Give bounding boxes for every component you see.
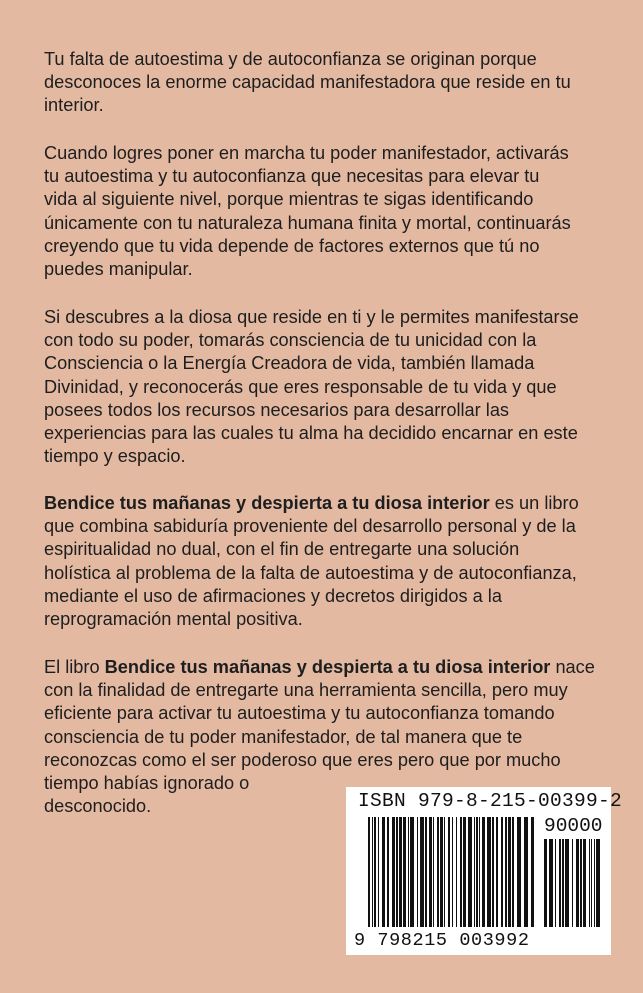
barcode-bar bbox=[410, 817, 414, 927]
barcode-bar bbox=[572, 839, 573, 927]
paragraph-line: vida al siguiente nivel, porque mientras te sigas identificando bbox=[44, 189, 534, 210]
paragraph-line: tiempo y espacio. bbox=[44, 446, 186, 467]
barcode-bar bbox=[555, 839, 556, 927]
barcode-bar bbox=[372, 817, 373, 927]
barcode-bar bbox=[420, 817, 424, 927]
barcode-bar bbox=[591, 839, 592, 927]
paragraph-line: puedes manipular. bbox=[44, 259, 193, 280]
barcode-bar bbox=[580, 839, 582, 927]
paragraph-text: es un libro bbox=[489, 493, 579, 513]
paragraph-line: posees todos los recursos necesarios para desarrollar las bbox=[44, 399, 510, 420]
barcode-bar bbox=[565, 839, 569, 927]
barcode-bar bbox=[456, 817, 457, 927]
paragraph-line: con todo su poder, tomarás consciencia de tu unicidad con la bbox=[44, 330, 537, 351]
barcode-bar bbox=[463, 817, 466, 927]
barcode-bar bbox=[562, 839, 564, 927]
paragraph-line: con la finalidad de entregarte una herramienta sencilla, pero muy bbox=[44, 680, 568, 701]
barcode-bar bbox=[448, 817, 450, 927]
paragraph-line: Si descubres a la diosa que reside en ti y le permites manifestarse bbox=[44, 307, 579, 327]
paragraph-line bbox=[44, 656, 624, 679]
barcode-bar bbox=[476, 817, 478, 927]
barcode-bar bbox=[474, 817, 475, 927]
barcode-bar bbox=[524, 817, 528, 927]
paragraph-line: eficiente para activar tu autoestima y tu autoconfianza tomando bbox=[44, 703, 555, 724]
barcode-bar bbox=[460, 817, 462, 927]
paragraph-4 bbox=[44, 492, 624, 631]
barcode-bar bbox=[544, 839, 547, 927]
barcode-bar bbox=[433, 817, 434, 927]
paragraph-line: interior. bbox=[44, 95, 104, 116]
barcode-bar bbox=[403, 817, 406, 927]
barcode-bar bbox=[479, 817, 480, 927]
barcode-bar bbox=[487, 817, 491, 927]
barcode-bar bbox=[583, 839, 586, 927]
isbn-barcode bbox=[346, 787, 623, 955]
paragraph-line: únicamente con tu naturaleza humana finita y mortal, continuarás bbox=[44, 212, 571, 233]
paragraph-line: tu autoestima y tu autoconfianza que necesitas para elevar tu bbox=[44, 166, 540, 187]
barcode-bar bbox=[374, 817, 376, 927]
paragraph-line: desconoces la enorme capacidad manifestadora que reside en tu bbox=[44, 72, 571, 93]
barcode-bar bbox=[468, 817, 472, 927]
barcode-bar bbox=[408, 817, 409, 927]
barcode-bar bbox=[396, 817, 398, 927]
barcode-bar bbox=[501, 817, 503, 927]
paragraph-line: Consciencia o la Energía Creadora de vida, también llamada bbox=[44, 353, 535, 374]
paragraph-3 bbox=[44, 306, 624, 468]
barcode-bar bbox=[437, 817, 439, 927]
barcode-bar bbox=[496, 817, 498, 927]
paragraph-line: experiencias para las cuales tu alma ha decidido encarnar en este bbox=[44, 423, 578, 444]
book-title-bold: Bendice tus mañanas y despierta a tu diosa interior bbox=[104, 657, 551, 677]
barcode-bar bbox=[425, 817, 427, 927]
paragraph-line: reprogramación mental positiva. bbox=[44, 609, 303, 630]
barcode-bar bbox=[382, 817, 385, 927]
paragraph-line: consciencia de tu poder manifestador, de tal manera que te bbox=[44, 726, 523, 747]
paragraph-1 bbox=[44, 48, 624, 118]
barcode-bar bbox=[576, 839, 579, 927]
paragraph-line: mediante el uso de afirmaciones y decretos dirigidos a la bbox=[44, 585, 502, 606]
barcode-bar bbox=[387, 817, 389, 927]
paragraph-line: Cuando logres poner en marcha tu poder manifestador, activarás bbox=[44, 143, 569, 163]
barcode-bar bbox=[378, 817, 379, 927]
paragraph-line: creyendo que tu vida depende de factores externos que tú no bbox=[44, 235, 540, 256]
paragraph-line: desconocido. bbox=[44, 796, 152, 817]
barcode-bar bbox=[517, 817, 521, 927]
price-code: 90000 bbox=[544, 815, 603, 837]
barcode-digits: 9 798215 003992 bbox=[354, 930, 530, 951]
barcode-bar bbox=[444, 817, 445, 927]
barcode-bar bbox=[508, 817, 511, 927]
barcode-bar bbox=[440, 817, 443, 927]
paragraph-text: nace bbox=[550, 657, 595, 677]
book-title-bold: Bendice tus mañanas y despierta a tu diosa interior bbox=[44, 493, 490, 513]
barcode-bar bbox=[505, 817, 507, 927]
barcode-bar bbox=[531, 817, 534, 927]
paragraph-line: que combina sabiduría proveniente del desarrollo personal y de la bbox=[44, 516, 576, 537]
barcode-bar bbox=[589, 839, 590, 927]
barcode-bar bbox=[417, 817, 418, 927]
barcode-bar bbox=[482, 817, 485, 927]
barcode-bar bbox=[594, 839, 595, 927]
paragraph-line: Tu falta de autoestima y de autoconfianza se originan porque bbox=[44, 49, 537, 69]
barcode-bar bbox=[452, 817, 453, 927]
barcode-bar bbox=[549, 839, 553, 927]
paragraph-text: El libro bbox=[44, 657, 105, 677]
barcode-bar bbox=[492, 817, 494, 927]
barcode-bar bbox=[559, 839, 561, 927]
paragraph-line: espiritualidad no dual, con el fin de entregarte una solución bbox=[44, 539, 520, 560]
barcode-bar bbox=[512, 817, 514, 927]
paragraph-line: reconozcas como el ser poderoso que eres pero que por mucho bbox=[44, 749, 561, 770]
barcode-bar bbox=[596, 839, 600, 927]
isbn-label: ISBN 979-8-215-00399-2 bbox=[358, 790, 623, 812]
barcode-bar bbox=[399, 817, 402, 927]
paragraph-line bbox=[44, 492, 624, 515]
barcode-bar bbox=[368, 817, 370, 927]
paragraph-line: tiempo habías ignorado o bbox=[44, 773, 250, 794]
barcode-bar bbox=[392, 817, 395, 927]
barcode-bar bbox=[429, 817, 432, 927]
paragraph-2 bbox=[44, 142, 624, 281]
paragraph-line: Divinidad, y reconocerás que eres responsable de tu vida y que bbox=[44, 376, 557, 397]
paragraph-line: holística al problema de la falta de autoestima y de autoconfianza, bbox=[44, 562, 577, 583]
